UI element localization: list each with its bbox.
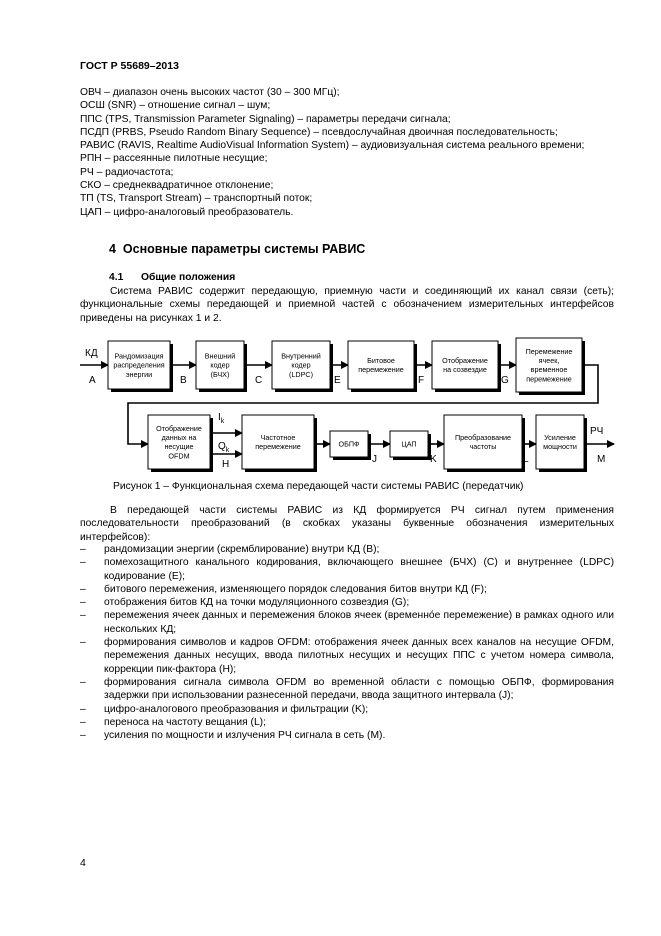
abbreviation-item: ОВЧ – диапазон очень высоких частот (30 – 300 МГц); xyxy=(80,87,340,98)
interface-label-c: C xyxy=(255,375,263,386)
interface-label-l: L xyxy=(523,454,529,465)
block-label: Перемежение xyxy=(525,346,573,356)
abbreviation-item: РПН – рассеянные пилотные несущие; xyxy=(80,153,268,165)
interface-label-b: B xyxy=(180,375,187,386)
transmit-paragraph xyxy=(80,504,614,544)
block-label: перемежение xyxy=(358,365,404,375)
row1-block xyxy=(348,341,417,392)
block-label: кодер xyxy=(291,360,311,370)
list-item: – переноса на частоту вещания (L); xyxy=(80,716,266,728)
block-label: данных на xyxy=(161,433,197,442)
section-heading xyxy=(109,242,365,256)
transmitter-diagram xyxy=(80,336,620,476)
subsection-number: 4.1 xyxy=(109,272,124,283)
interface-label-f: F xyxy=(418,375,425,386)
interface-label-h: H xyxy=(222,459,230,470)
block-label: Битовое xyxy=(367,356,395,365)
list-dash: – xyxy=(80,557,86,569)
abbreviation-item: ОСШ (SNR) – отношение сигнал – шум; xyxy=(80,100,271,112)
abbreviation-item: СКО – среднеквадратичное отклонение; xyxy=(80,180,274,192)
block-label: (БЧХ) xyxy=(210,369,230,379)
subsection-heading xyxy=(109,272,235,283)
row1-block xyxy=(516,338,585,395)
interface-label-j: J xyxy=(372,454,377,465)
abbreviation-item: ЦАП – цифро-аналоговый преобразователь. xyxy=(80,206,294,218)
interface-label-a: A xyxy=(89,375,96,386)
list-item: – перемежения ячеек данных и перемежения блоков ячеек (временно́е перемежение) в рамках одного или нескольких КД; xyxy=(80,610,614,635)
block-label: частоты xyxy=(469,442,497,452)
block-label: Частотное xyxy=(260,433,296,442)
list-item: – рандомизации энергии (скремблирование) внутри КД (B); xyxy=(80,544,380,555)
block-label: несущие xyxy=(164,442,194,452)
block-label: ячеек, xyxy=(538,356,560,365)
abbreviation-item: ППС (TPS, Transmission Parameter Signaling) – параметры передачи сигнала; xyxy=(80,113,451,125)
block-label: кодер xyxy=(210,360,230,370)
row2-block xyxy=(536,415,587,472)
list-item: – усиления по мощности и излучения РЧ сигнала в сеть (M). xyxy=(80,730,386,742)
row2-block xyxy=(148,415,213,472)
list-dash: – xyxy=(80,703,86,715)
block-label: перемежение xyxy=(526,374,572,384)
list-item: – отображения битов КД на точки модуляционного созвездия (G); xyxy=(80,597,410,609)
abbreviation-item: РЧ – радиочастота; xyxy=(80,166,174,178)
row2-block xyxy=(330,431,371,460)
row2-block xyxy=(444,415,525,472)
abbreviation-list xyxy=(80,86,600,219)
list-dash: – xyxy=(80,597,86,609)
abbreviation-item: РАВИС (RAVIS, Realtime AudioVisual Information System) – аудиовизуальная система реального времени; xyxy=(80,140,585,152)
diagram-svg xyxy=(80,336,620,476)
interface-label-g: G xyxy=(501,375,509,386)
section-number: 4 xyxy=(109,242,116,256)
row1-block xyxy=(196,341,247,392)
block-label: (LDPC) xyxy=(289,369,313,379)
block-label: Усиление xyxy=(544,433,576,442)
list-item: – помехозащитного канального кодирования, включающего внешнее (БЧХ) (C) и внутреннее (LDPC) кодирование (E); xyxy=(80,557,614,582)
block-label: Отображение xyxy=(156,423,202,433)
block-label: Отображение xyxy=(442,356,488,365)
row1-block xyxy=(432,341,501,392)
input-label: КД xyxy=(85,348,98,359)
subsection-title: Общие положения xyxy=(141,272,236,283)
list-dash: – xyxy=(80,637,86,649)
list-dash: – xyxy=(80,544,86,555)
intro-paragraph-text: Система РАВИС содержит передающую, приемную части и соединяющий их канал связи (сеть); функциональные схемы передающей и приемной частей с обозначением измерительных интерфейсов приведены на рисунках 1 и 2. xyxy=(80,286,614,324)
standard-header: ГОСТ Р 55689–2013 xyxy=(80,60,179,72)
transmit-paragraph-text: В передающей части системы РАВИС из КД формируется РЧ сигнал путем применения последовательности преобразований (в скобках указаны буквенные обозначения измерительных интерфейсов): xyxy=(80,505,614,543)
list-dash: – xyxy=(80,730,86,742)
list-dash: – xyxy=(80,610,86,622)
interface-label-k: K xyxy=(430,454,437,465)
block-label: Внешний xyxy=(204,351,236,361)
row2-block xyxy=(390,431,431,460)
block-label: Рандомизация xyxy=(114,351,164,361)
row1-block xyxy=(272,341,333,392)
block-label: OFDM xyxy=(168,451,190,461)
block-label: на созвездие xyxy=(443,365,487,375)
row1-block xyxy=(108,341,173,392)
block-label: ЦАП xyxy=(401,439,417,449)
block-label: энергии xyxy=(125,369,153,379)
transform-list xyxy=(80,543,614,742)
list-dash: – xyxy=(80,716,86,728)
abbreviation-item: ПСДП (PRBS, Pseudo Random Binary Sequence) – псевдослучайная двоичная последовательность; xyxy=(80,126,558,138)
block-label: Преобразование xyxy=(454,433,512,442)
list-item: – битового перемежения, изменяющего порядок следования битов внутри КД (F); xyxy=(80,583,487,595)
figure-caption: Рисунок 1 – Функциональная схема передающей части системы РАВИС (передатчик) xyxy=(113,481,524,492)
section-title: Основные параметры системы РАВИС xyxy=(122,242,366,256)
list-item: – формирования сигнала символа OFDM во временной области с помощью ОБПФ, формирования задержки при использовании разнесенной передачи, ввода защитного интервала (J); xyxy=(80,676,614,702)
abbreviation-item: ТП (TS, Transport Stream) – транспортный поток; xyxy=(80,193,313,205)
block-label: ОБПФ xyxy=(338,439,360,449)
block-label: мощности xyxy=(543,442,577,452)
block-label: временное xyxy=(530,365,568,375)
page-number: 4 xyxy=(80,857,86,869)
list-dash: – xyxy=(80,583,86,595)
interface-label-qk: $Q_k$ xyxy=(218,441,230,454)
list-item: – формирования символов и кадров OFDM: отображения ячеек данных всех каналов на несущие OFDM, перемежения данных несущих, ввода пилотных несущих и несущих ППС с учетом номера символа, коррекции пик-фактора (H); xyxy=(80,637,614,675)
list-item: – цифро-аналогового преобразования и фильтрации (K); xyxy=(80,703,369,715)
interface-label-m: M xyxy=(597,454,606,465)
block-label: перемежение xyxy=(255,442,301,452)
block-label: Внутренний xyxy=(281,351,321,361)
interface-label-e: E xyxy=(334,375,341,386)
row2-block xyxy=(242,415,317,472)
interface-label-ik: $I_k$ xyxy=(218,412,225,425)
output-label: РЧ xyxy=(590,426,604,437)
block-label: распределения xyxy=(113,360,165,370)
list-dash: – xyxy=(80,676,86,688)
intro-paragraph xyxy=(80,285,614,325)
